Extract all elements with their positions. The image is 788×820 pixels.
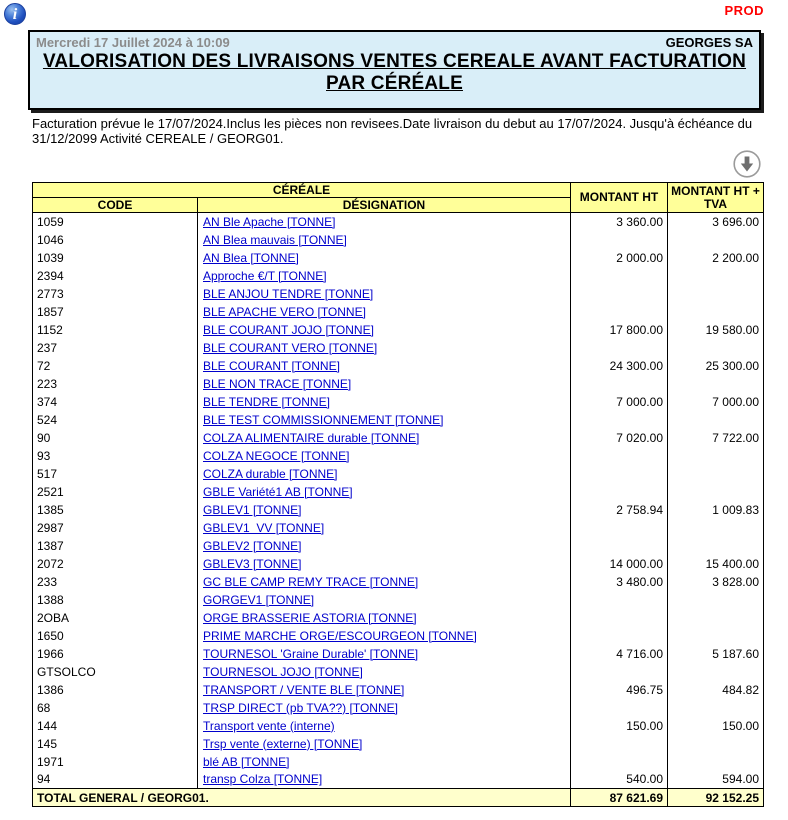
- row-montant-ht: 14 000.00: [571, 555, 668, 573]
- designation-link[interactable]: COLZA durable [TONNE]: [203, 466, 338, 481]
- row-designation: [198, 609, 571, 627]
- row-montant-ht-tva: [668, 519, 764, 537]
- designation-link[interactable]: BLE TEST COMMISSIONNEMENT [TONNE]: [203, 412, 444, 427]
- designation-link[interactable]: blé AB [TONNE]: [203, 754, 290, 769]
- row-montant-ht-tva: 484.82: [668, 681, 764, 699]
- table-row: [33, 735, 764, 753]
- table-footer: [33, 789, 764, 807]
- row-code: 90: [33, 429, 198, 447]
- designation-link[interactable]: GORGEV1 [TONNE]: [203, 592, 315, 607]
- row-designation: [198, 321, 571, 339]
- row-designation: [198, 429, 571, 447]
- row-montant-ht: [571, 483, 668, 501]
- row-montant-ht-tva: 15 400.00: [668, 555, 764, 573]
- row-montant-ht: [571, 753, 668, 771]
- row-montant-ht-tva: [668, 303, 764, 321]
- row-code: 1039: [33, 249, 198, 267]
- row-code: 2773: [33, 285, 198, 303]
- table-row: [33, 249, 764, 267]
- table-row: [33, 681, 764, 699]
- row-code: 144: [33, 717, 198, 735]
- download-arrow-icon: [732, 149, 762, 179]
- row-montant-ht: [571, 447, 668, 465]
- designation-link[interactable]: TOURNESOL JOJO [TONNE]: [203, 664, 363, 679]
- table-row: [33, 411, 764, 429]
- table-row: [33, 267, 764, 285]
- row-montant-ht-tva: [668, 663, 764, 681]
- row-montant-ht: [571, 591, 668, 609]
- row-code: 1388: [33, 591, 198, 609]
- designation-link[interactable]: COLZA ALIMENTAIRE durable [TONNE]: [203, 430, 420, 445]
- table-row: [33, 591, 764, 609]
- row-designation: [198, 519, 571, 537]
- table-header: [33, 183, 764, 213]
- page-title-line2: PAR CÉRÉALE: [326, 73, 463, 94]
- row-montant-ht-tva: 3 828.00: [668, 573, 764, 591]
- row-designation: [198, 501, 571, 519]
- row-montant-ht: [571, 663, 668, 681]
- row-designation: [198, 267, 571, 285]
- designation-link[interactable]: BLE NON TRACE [TONNE]: [203, 376, 352, 391]
- row-code: 374: [33, 393, 198, 411]
- table-row: [33, 357, 764, 375]
- report-criteria-text: Facturation prévue le 17/07/2024.Inclus les pièces non revisees.Date livraison du debut au 17/07/2024. Jusqu'à échéance du 31/12/2099 Activité CEREALE / GEORG01.: [32, 116, 753, 146]
- row-montant-ht: [571, 735, 668, 753]
- row-montant-ht-tva: [668, 339, 764, 357]
- row-montant-ht: 540.00: [571, 771, 668, 789]
- row-code: 233: [33, 573, 198, 591]
- row-designation: [198, 375, 571, 393]
- column-code: CODE: [33, 198, 198, 213]
- row-montant-ht: 150.00: [571, 717, 668, 735]
- row-designation: [198, 411, 571, 429]
- designation-link[interactable]: TOURNESOL 'Graine Durable' [TONNE]: [203, 646, 419, 661]
- row-designation: [198, 303, 571, 321]
- table-row: [33, 555, 764, 573]
- row-code: 1386: [33, 681, 198, 699]
- row-code: 1152: [33, 321, 198, 339]
- row-montant-ht: 496.75: [571, 681, 668, 699]
- total-label: TOTAL GENERAL / GEORG01.: [33, 789, 571, 807]
- row-code: 223: [33, 375, 198, 393]
- row-designation: [198, 339, 571, 357]
- row-montant-ht-tva: 5 187.60: [668, 645, 764, 663]
- row-code: 1385: [33, 501, 198, 519]
- table-row: [33, 753, 764, 771]
- table-row: [33, 483, 764, 501]
- row-designation: [198, 555, 571, 573]
- row-montant-ht: [571, 231, 668, 249]
- row-code: 2521: [33, 483, 198, 501]
- row-montant-ht-tva: [668, 591, 764, 609]
- row-montant-ht-tva: [668, 735, 764, 753]
- row-montant-ht: 2 758.94: [571, 501, 668, 519]
- designation-link[interactable]: GBLEV1 [TONNE]: [203, 502, 302, 517]
- row-code: 1966: [33, 645, 198, 663]
- page-title-line1: VALORISATION DES LIVRAISONS VENTES CEREALE AVANT FACTURATION: [42, 51, 747, 72]
- row-montant-ht-tva: [668, 285, 764, 303]
- designation-link[interactable]: BLE TENDRE [TONNE]: [203, 394, 330, 409]
- row-montant-ht-tva: 7 000.00: [668, 393, 764, 411]
- designation-link[interactable]: Transport vente (interne): [203, 718, 335, 733]
- table-body: [33, 213, 764, 789]
- row-montant-ht-tva: 7 722.00: [668, 429, 764, 447]
- row-designation: [198, 699, 571, 717]
- column-montant-ht-tva: MONTANT HT + TVA: [668, 183, 764, 213]
- row-designation: [198, 681, 571, 699]
- row-montant-ht-tva: [668, 465, 764, 483]
- table-row: [33, 501, 764, 519]
- row-montant-ht-tva: [668, 267, 764, 285]
- row-designation: [198, 753, 571, 771]
- row-montant-ht-tva: [668, 609, 764, 627]
- row-designation: [198, 771, 571, 789]
- row-designation: [198, 447, 571, 465]
- row-montant-ht: 7 020.00: [571, 429, 668, 447]
- row-montant-ht-tva: 19 580.00: [668, 321, 764, 339]
- row-montant-ht-tva: [668, 627, 764, 645]
- row-designation: [198, 285, 571, 303]
- row-montant-ht: 3 360.00: [571, 213, 668, 231]
- table-row: [33, 213, 764, 231]
- row-code: 93: [33, 447, 198, 465]
- row-designation: [198, 249, 571, 267]
- row-code: 1971: [33, 753, 198, 771]
- designation-link[interactable]: TRANSPORT / VENTE BLE [TONNE]: [203, 682, 405, 697]
- row-montant-ht: [571, 303, 668, 321]
- designation-link[interactable]: Approche €/T [TONNE]: [203, 268, 327, 283]
- row-designation: [198, 537, 571, 555]
- row-designation: [198, 393, 571, 411]
- row-designation: [198, 357, 571, 375]
- table-row: [33, 573, 764, 591]
- row-code: 68: [33, 699, 198, 717]
- designation-link[interactable]: AN Ble Apache [TONNE]: [203, 214, 336, 229]
- table-row: [33, 663, 764, 681]
- designation-link[interactable]: AN Blea [TONNE]: [203, 250, 299, 265]
- row-montant-ht-tva: [668, 411, 764, 429]
- row-montant-ht: 7 000.00: [571, 393, 668, 411]
- row-montant-ht: [571, 537, 668, 555]
- total-montant-ht-tva: 92 152.25: [668, 789, 764, 807]
- row-montant-ht: [571, 609, 668, 627]
- row-montant-ht-tva: 2 200.00: [668, 249, 764, 267]
- row-code: 517: [33, 465, 198, 483]
- row-montant-ht: 2 000.00: [571, 249, 668, 267]
- designation-link[interactable]: BLE COURANT VERO [TONNE]: [203, 340, 378, 355]
- table-row: [33, 375, 764, 393]
- row-montant-ht: [571, 285, 668, 303]
- row-montant-ht: [571, 411, 668, 429]
- table-row: [33, 609, 764, 627]
- row-code: 2394: [33, 267, 198, 285]
- row-designation: [198, 591, 571, 609]
- row-montant-ht: [571, 627, 668, 645]
- row-code: 1059: [33, 213, 198, 231]
- row-code: 2072: [33, 555, 198, 573]
- designation-link[interactable]: BLE APACHE VERO [TONNE]: [203, 304, 366, 319]
- info-icon[interactable]: [4, 3, 26, 25]
- row-code: 1387: [33, 537, 198, 555]
- designation-link[interactable]: transp Colza [TONNE]: [203, 772, 323, 787]
- row-montant-ht: 24 300.00: [571, 357, 668, 375]
- designation-link[interactable]: AN Blea mauvais [TONNE]: [203, 232, 347, 247]
- table-row: [33, 429, 764, 447]
- row-designation: [198, 231, 571, 249]
- row-montant-ht-tva: 594.00: [668, 771, 764, 789]
- row-code: 2OBA: [33, 609, 198, 627]
- row-designation: [198, 735, 571, 753]
- report-header-box: [28, 30, 761, 110]
- designation-link[interactable]: GBLEV3 [TONNE]: [203, 556, 302, 571]
- row-montant-ht-tva: [668, 447, 764, 465]
- designation-link[interactable]: PRIME MARCHE ORGE/ESCOURGEON [TONNE]: [203, 628, 477, 643]
- row-montant-ht: 17 800.00: [571, 321, 668, 339]
- row-montant-ht-tva: 150.00: [668, 717, 764, 735]
- designation-link[interactable]: Trsp vente (externe) [TONNE]: [203, 736, 363, 751]
- report-datetime: Mercredi 17 Juillet 2024 à 10:09: [36, 35, 230, 50]
- row-montant-ht-tva: [668, 375, 764, 393]
- designation-link[interactable]: BLE COURANT [TONNE]: [203, 358, 340, 373]
- row-code: 72: [33, 357, 198, 375]
- table-row: [33, 339, 764, 357]
- table-row: [33, 645, 764, 663]
- designation-link[interactable]: GBLE Variété1 AB [TONNE]: [203, 484, 353, 499]
- row-designation: [198, 663, 571, 681]
- row-montant-ht-tva: 1 009.83: [668, 501, 764, 519]
- column-group-cereale: CÉRÉALE: [33, 183, 571, 198]
- table-row: [33, 537, 764, 555]
- row-montant-ht-tva: [668, 537, 764, 555]
- table-row: [33, 627, 764, 645]
- row-montant-ht-tva: [668, 699, 764, 717]
- row-montant-ht-tva: [668, 231, 764, 249]
- row-designation: [198, 645, 571, 663]
- row-montant-ht: [571, 267, 668, 285]
- row-montant-ht: [571, 519, 668, 537]
- column-designation: DÉSIGNATION: [198, 198, 571, 213]
- row-montant-ht: [571, 375, 668, 393]
- table-row: [33, 321, 764, 339]
- row-code: 524: [33, 411, 198, 429]
- table-row: [33, 285, 764, 303]
- designation-link[interactable]: GBLEV1 VV [TONNE]: [203, 520, 325, 535]
- row-designation: [198, 717, 571, 735]
- designation-link[interactable]: COLZA NEGOCE [TONNE]: [203, 448, 350, 463]
- row-code: 237: [33, 339, 198, 357]
- row-designation: [198, 627, 571, 645]
- row-code: 1046: [33, 231, 198, 249]
- page-title: [36, 51, 753, 95]
- column-montant-ht: MONTANT HT: [571, 183, 668, 213]
- table-row: [33, 519, 764, 537]
- row-montant-ht-tva: [668, 483, 764, 501]
- row-code: 1650: [33, 627, 198, 645]
- total-montant-ht: 87 621.69: [571, 789, 668, 807]
- download-button[interactable]: [732, 149, 762, 179]
- company-name: GEORGES SA: [665, 35, 753, 50]
- table-row: [33, 771, 764, 789]
- row-montant-ht: [571, 699, 668, 717]
- environment-badge: PROD: [724, 3, 764, 18]
- row-montant-ht: 3 480.00: [571, 573, 668, 591]
- row-code: GTSOLCO: [33, 663, 198, 681]
- row-code: 94: [33, 771, 198, 789]
- row-code: 145: [33, 735, 198, 753]
- report-table: [32, 182, 764, 807]
- table-row: [33, 393, 764, 411]
- row-designation: [198, 483, 571, 501]
- table-row: [33, 699, 764, 717]
- designation-link[interactable]: GBLEV2 [TONNE]: [203, 538, 302, 553]
- row-montant-ht: 4 716.00: [571, 645, 668, 663]
- row-designation: [198, 573, 571, 591]
- designation-link[interactable]: BLE COURANT JOJO [TONNE]: [203, 322, 374, 337]
- row-montant-ht-tva: 25 300.00: [668, 357, 764, 375]
- table-row: [33, 465, 764, 483]
- table-row: [33, 303, 764, 321]
- designation-link[interactable]: BLE ANJOU TENDRE [TONNE]: [203, 286, 374, 301]
- info-icon-glyph: i: [12, 6, 18, 23]
- designation-link[interactable]: GC BLE CAMP REMY TRACE [TONNE]: [203, 574, 419, 589]
- designation-link[interactable]: ORGE BRASSERIE ASTORIA [TONNE]: [203, 610, 417, 625]
- row-code: 1857: [33, 303, 198, 321]
- row-code: 2987: [33, 519, 198, 537]
- row-designation: [198, 465, 571, 483]
- designation-link[interactable]: TRSP DIRECT (pb TVA??) [TONNE]: [203, 700, 398, 715]
- table-row: [33, 231, 764, 249]
- row-montant-ht-tva: 3 696.00: [668, 213, 764, 231]
- row-designation: [198, 213, 571, 231]
- row-montant-ht: [571, 465, 668, 483]
- table-row: [33, 717, 764, 735]
- table-row: [33, 447, 764, 465]
- row-montant-ht: [571, 339, 668, 357]
- row-montant-ht-tva: [668, 753, 764, 771]
